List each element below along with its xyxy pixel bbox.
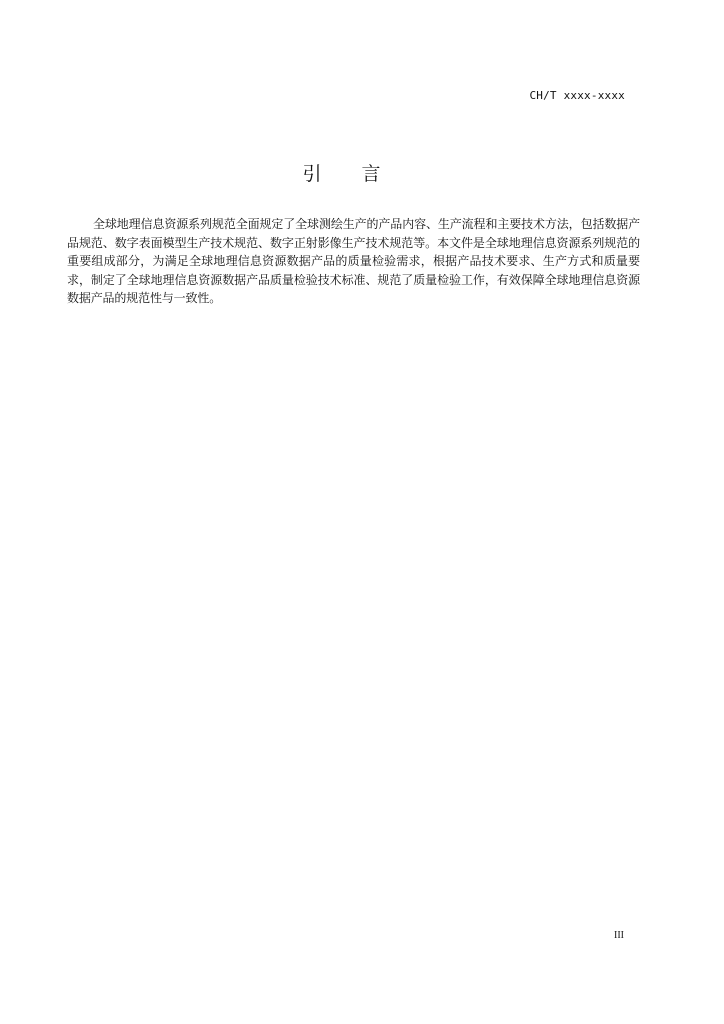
heading-char-2: 言	[361, 163, 381, 185]
document-code: CH/T xxxx-xxxx	[529, 89, 625, 102]
section-heading	[0, 159, 683, 186]
heading-char-1: 引	[302, 163, 322, 185]
introduction-paragraph: 全球地理信息资源系列规范全面规定了全球测绘生产的产品内容、生产流程和主要技术方法，包括数据产品规范、数字表面模型生产技术规范、数字正射影像生产技术规范等。本文件是全球地理信息资源系列规范的重要组成部分，为满足全球地理信息资源数据产品的质量检验需求，根据产品技术要求、生产方式和质量要求，制定了全球地理信息资源数据产品质量检验技术标准、规范了质量检验工作，有效保障全球地理信息资源数据产品的规范性与一致性。	[67, 217, 640, 305]
page-number: III	[614, 930, 624, 941]
